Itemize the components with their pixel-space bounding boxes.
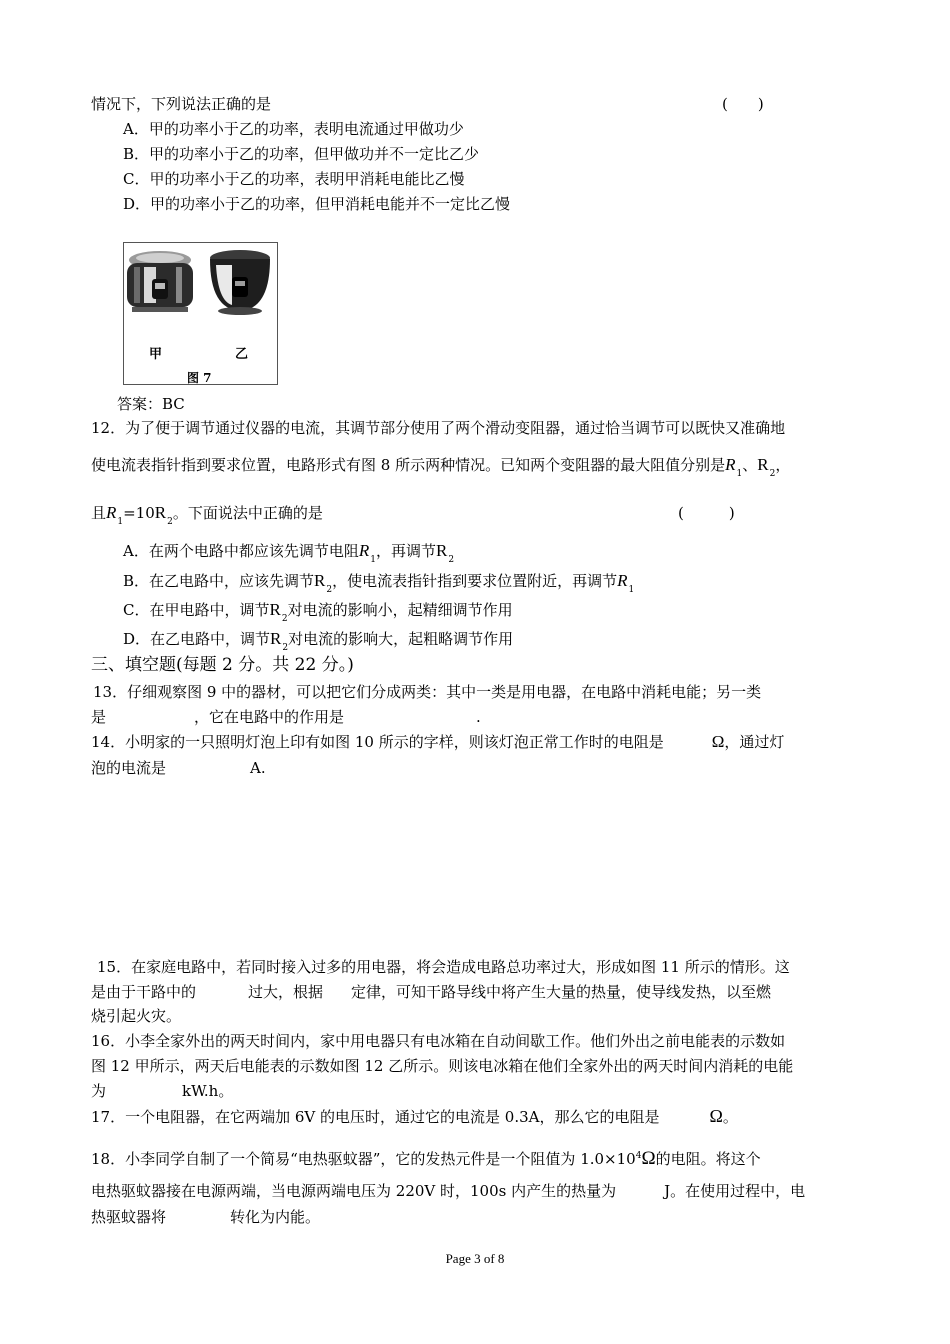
q16-line1: 16．小李全家外出的两天时间内，家中用电器只有电冰箱在自动间歇工作。他们外出之前电能表的示数如	[91, 1032, 786, 1050]
q14-line2: 泡的电流是 A.	[91, 759, 266, 777]
q18-line1: 18．小李同学自制了一个简易“电热驱蚊器”，它的发热元件是一个阻值为 $1.0\times 10^4\Omega$的电阻。将这个	[91, 1148, 761, 1169]
q13-line2: 是 ，它在电路中的作用是 .	[91, 708, 481, 726]
q12-option-d: D．在乙电路中，调节$R_2$对电流的影响大，起粗略调节作用	[123, 629, 514, 653]
q12-option-a: A．在两个电路中都应该先调节电阻$R_1$，再调节$R_2$	[123, 541, 455, 565]
figure-label-jia: 甲	[149, 347, 163, 362]
q15-line1: 15．在家庭电路中，若同时接入过多的用电器，将会造成电路总功率过大，形成如图 11 所示的情形。这	[97, 958, 790, 976]
q11-option-d: D．甲的功率小于乙的功率，但甲消耗电能并不一定比乙慢	[123, 195, 511, 213]
q11-option-b: B．甲的功率小于乙的功率，但甲做功并不一定比乙少	[123, 145, 480, 163]
section-3-heading: 三、填空题(每题 2 分。共 22 分。)	[91, 655, 354, 675]
q11-option-c: C．甲的功率小于乙的功率，表明甲消耗电能比乙慢	[123, 170, 465, 188]
q13-line1: 13．仔细观察图 9 中的器材，可以把它们分成两类：其中一类是用电器，在电路中消耗电能；另一类	[93, 683, 762, 701]
q16-line2: 图 12 甲所示，两天后电能表的示数如图 12 乙所示。则该电冰箱在他们全家外出的两天时间内消耗的电能	[91, 1057, 794, 1075]
q14-line1: 14．小明家的一只照明灯泡上印有如图 10 所示的字样，则该灯泡正常工作时的电阻是 Ω，通过灯	[91, 732, 785, 751]
q11-stem: 情况下，下列说法正确的是	[91, 95, 272, 113]
q12-option-b: B．在乙电路中，应该先调节$R_2$，使电流表指针指到要求位置附近，再调节$R_1$	[123, 571, 635, 595]
q12-line1: 12．为了便于调节通过仪器的电流，其调节部分使用了两个滑动变阻器，通过恰当调节可以既快又准确地	[91, 419, 786, 437]
q11-answer-paren: ( )	[722, 95, 764, 113]
q12-line3: 且$R_1=10R_2$。下面说法中正确的是	[91, 503, 323, 527]
q15-line3: 烧引起火灾。	[91, 1007, 182, 1025]
q12-answer-paren: ( )	[678, 504, 735, 522]
page-footer: Page 3 of 8	[445, 1251, 505, 1266]
q16-line3: 为 kW.h。	[91, 1082, 234, 1100]
figure-caption: 图 7	[187, 371, 212, 385]
figure-7-rice-cookers	[123, 242, 278, 385]
rice-cooker-illustration	[124, 243, 277, 384]
q18-line3: 热驱蚊器将 转化为内能。	[91, 1208, 321, 1226]
q15-line2: 是由于干路中的 过大，根据 定律，可知干路导线中将产生大量的热量，使导线发热，以至燃	[91, 983, 772, 1001]
q12-option-c: C．在甲电路中，调节$R_2$对电流的影响小，起精细调节作用	[123, 600, 513, 624]
q11-option-a: A．甲的功率小于乙的功率，表明电流通过甲做功少	[123, 120, 464, 138]
q11-answer: 答案：BC	[117, 395, 185, 413]
figure-label-yi: 乙	[235, 347, 249, 362]
q17-line1: 17．一个电阻器，在它两端加 6V 的电压时，通过它的电流是 0.3A，那么它的电阻是 Ω。	[91, 1106, 738, 1126]
q12-line2: 使电流表指针指到要求位置，电路形式有图 8 所示两种情况。已知两个变阻器的最大阻值分别是$R_1$、$R_2$，	[91, 455, 791, 479]
q18-line2: 电热驱蚊器接在电源两端，当电源两端电压为 220V 时，100s 内产生的热量为 J。在使用过程中，电	[91, 1182, 806, 1200]
